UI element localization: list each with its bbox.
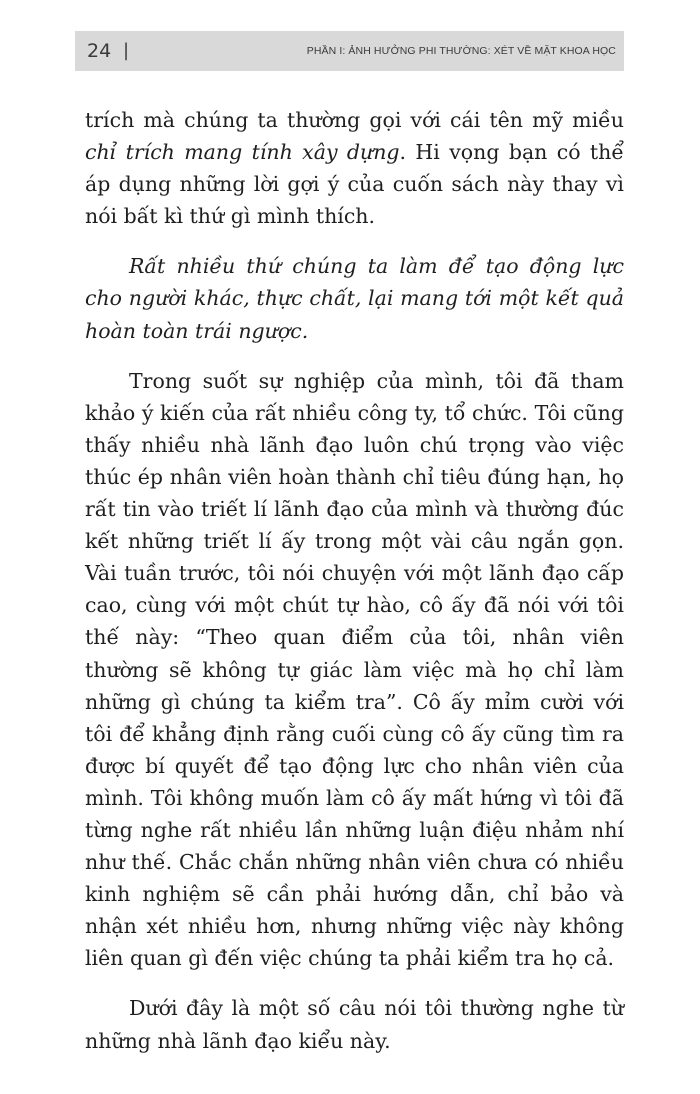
paragraph: Trong suốt sự nghiệp của mình, tôi đã tham khảo ý kiến của rất nhiều công ty, tổ chức. Tôi cũng thấy nhiều nhà lãnh đạo luôn chú trọng vào việc thúc ép nhân viên hoàn thành chỉ tiêu đúng hạn, họ rất tin vào triết lí lãnh đạo của mình và thường đúc kết những triết lí ấy trong một vài câu ngắn gọn. Vài tuần trước, tôi nói chuyện với một lãnh đạo cấp cao, cùng với một chút tự hào, cô ấy đã nói với tôi thế này: “Theo quan điểm của tôi, nhân viên thường sẽ không tự giác làm việc mà họ chỉ làm những gì chúng ta kiểm tra”. Cô ấy mỉm cười với tôi để khẳng định rằng cuối cùng cô ấy cũng tìm ra được bí quyết để tạo động lực cho nhân viên của mình. Tôi không muốn làm cô ấy mất hứng vì tôi đã từng nghe rất nhiều lần những luận điệu nhảm nhí như thế. Chắc chắn những nhân viên chưa có nhiều kinh nghiệm sẽ cần phải hướng dẫn, chỉ bảo và nhận xét nhiều hơn, nhưng những việc này không liên quan gì đến việc chúng ta phải kiểm tra họ cả.	[85, 368, 624, 971]
pull-quote-text: Rất nhiều thứ chúng ta làm để tạo động lực cho người khác, thực chất, lại mang tới một kết quả hoàn toàn trái ngược.	[85, 254, 624, 343]
paragraph-continuation	[85, 104, 624, 232]
running-header	[75, 31, 624, 71]
header-separator: |	[123, 40, 130, 61]
italic-phrase: chỉ trích mang tính xây dựng	[85, 140, 400, 165]
paragraph-text: trích mà chúng ta thường gọi với cái tên mỹ miều	[85, 108, 624, 132]
page-number: 24	[87, 40, 112, 62]
paragraph: Dưới đây là một số câu nói tôi thường nghe từ những nhà lãnh đạo kiểu này.	[85, 996, 624, 1053]
pull-quote	[85, 250, 624, 346]
paragraph-text: . Hi vọng bạn có thể áp dụng những lời gợi ý của cuốn sách này thay vì nói bất kì thứ gì mình thích.	[85, 140, 624, 229]
running-title: PHẦN I: ẢNH HƯỞNG PHI THƯỜNG: XÉT VỀ MẶT KHOA HỌC	[306, 45, 616, 57]
page-body	[85, 104, 624, 1075]
